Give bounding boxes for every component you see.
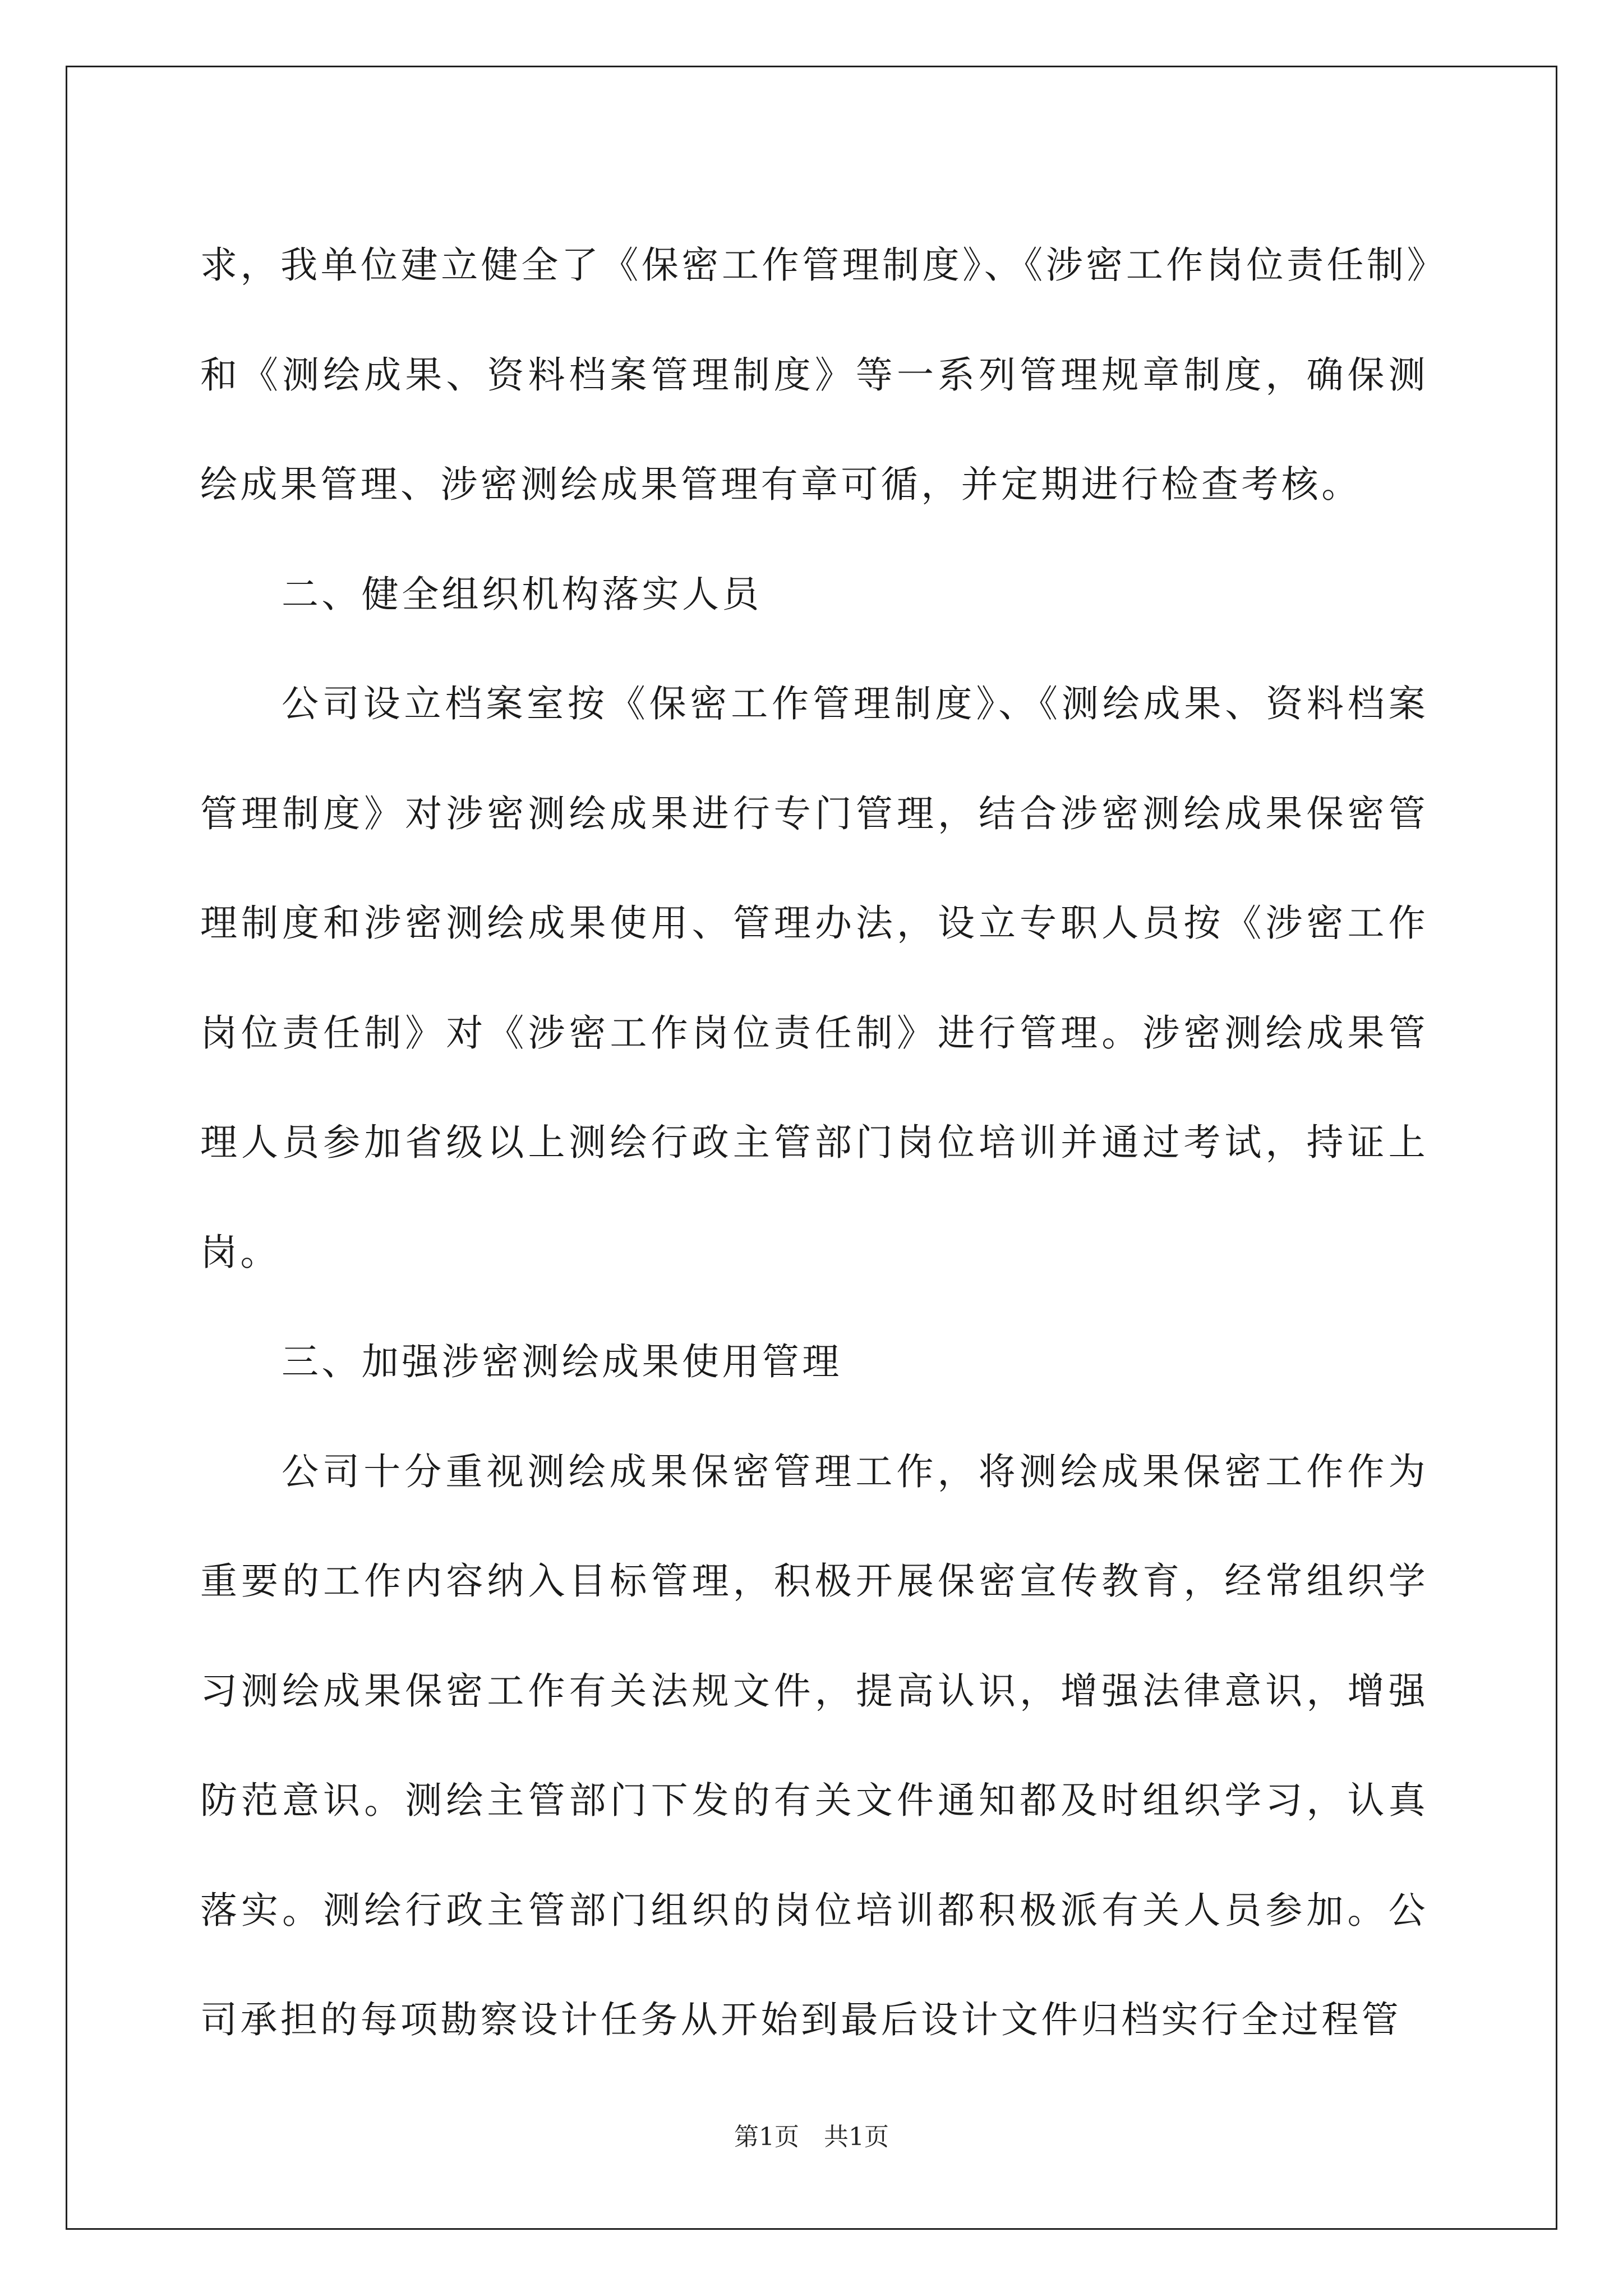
body-paragraph-3: 公司十分重视测绘成果保密管理工作，将测绘成果保密工作作为重要的工作内容纳入目标管理，积极开展保密宣传教育，经常组织学习测绘成果保密工作有关法规文件，提高认识，增强法律意识，增强防范意识。测绘主管部门下发的有关文件通知都及时组织学习，认真落实。测绘行政主管部门组织的岗位培训都积极派有关人员参加。公司承担的每项勘察设计任务从开始到最后设计文件归档实行全过程管: [200, 1450, 1428, 2041]
section-heading-2: 二、健全组织机构落实人员: [282, 572, 762, 616]
document-body: [200, 210, 1428, 2075]
page-number: 第1页: [734, 2123, 799, 2151]
page-footer: [0, 2120, 1623, 2154]
section-heading-3: 三、加强涉密测绘成果使用管理: [282, 1340, 842, 1383]
page-total: 共1页: [824, 2123, 889, 2151]
body-paragraph-1: 求，我单位建立健全了《保密工作管理制度》、《涉密工作岗位责任制》和《测绘成果、资料档案管理制度》等一系列管理规章制度，确保测绘成果管理、涉密测绘成果管理有章可循，并定期进行检查考核。: [200, 243, 1428, 506]
body-paragraph-2: 公司设立档案室按《保密工作管理制度》、《测绘成果、资料档案管理制度》对涉密测绘成果进行专门管理，结合涉密测绘成果保密管理制度和涉密测绘成果使用、管理办法，设立专职人员按《涉密工作岗位责任制》对《涉密工作岗位责任制》进行管理。涉密测绘成果管理人员参加省级以上测绘行政主管部门岗位培训并通过考试，持证上岗。: [200, 682, 1428, 1274]
